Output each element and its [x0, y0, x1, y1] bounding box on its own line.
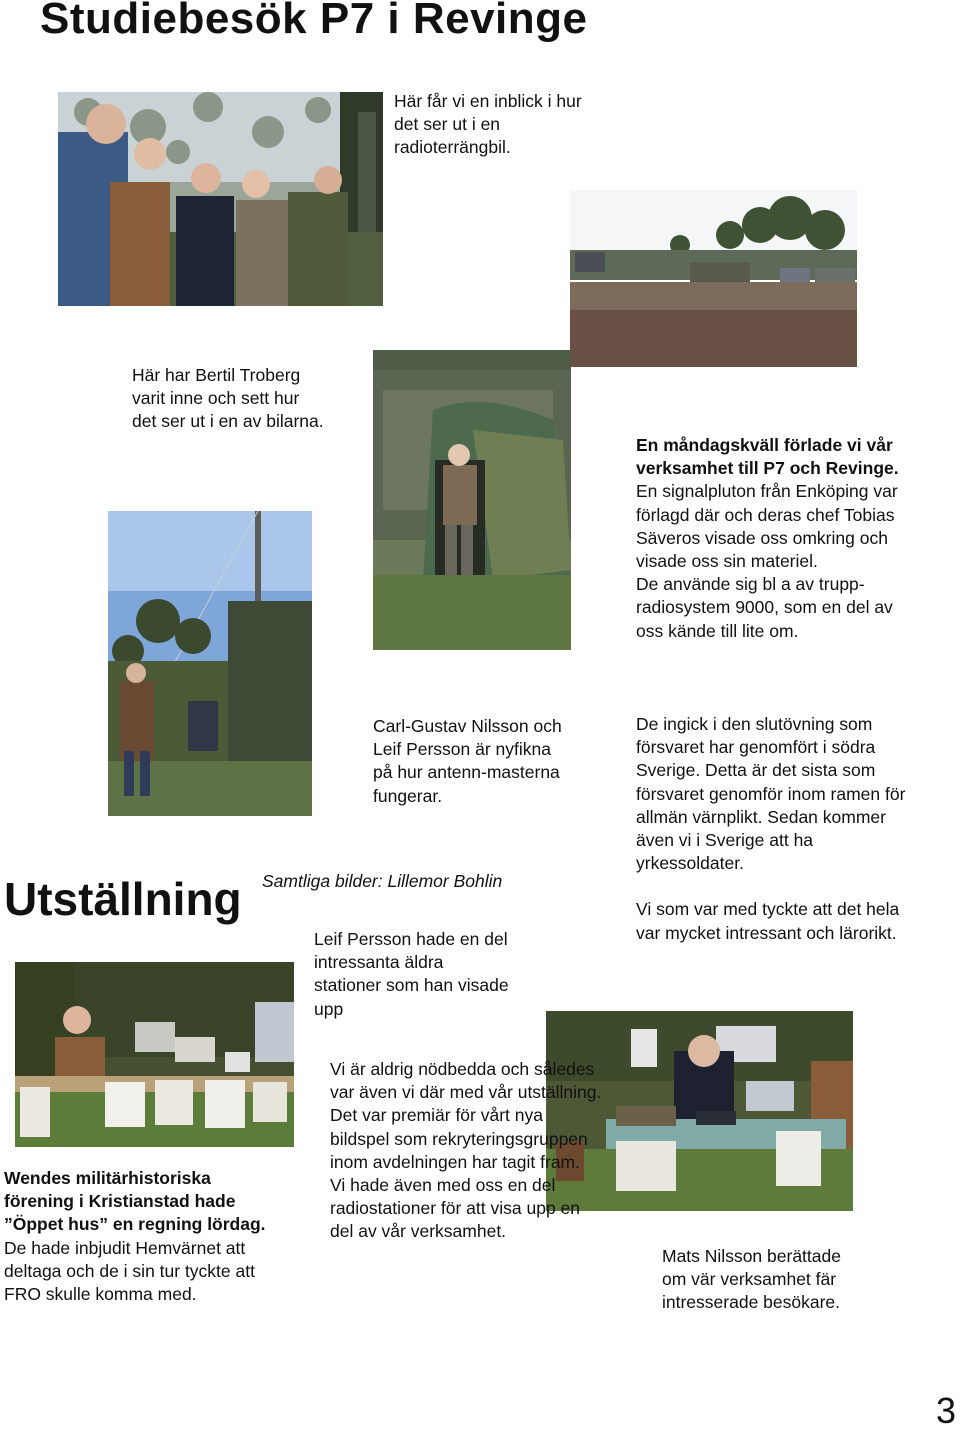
exhibition-normal-text: De hade inbjudit Hemvärnet att deltaga och de i sin tur tyckte att FRO skulle komma med. — [4, 1237, 255, 1305]
article-block — [636, 434, 916, 643]
article-paragraph-3: De ingick i den slutövning som försvaret har genomfört i södra Sverige. Detta är det sista som försvaret genomför inom ramen för allmän värnplikt. Sedan kommer även vi i Sverige att ha yrkessoldater. — [636, 714, 906, 874]
photo-credit: Samtliga bilder: Lillemor Bohlin — [262, 871, 503, 891]
exhibition-middle-paragraph-1: Vi är aldrig nödbedda och således var även vi där med vår utställning. — [330, 1059, 602, 1103]
article-lead: En måndagskväll förlade vi vår verksamhet till P7 och Revinge. — [636, 435, 899, 479]
caption-antenna: Carl-Gustav Nilsson och Leif Persson är nyfikna på hur antenn-masterna fungerar. — [373, 716, 562, 806]
caption-mats: Mats Nilsson berättade om vär verksamhet fär intresserade besökare. — [662, 1246, 841, 1313]
page-title: Studiebesök P7 i Revinge — [40, 0, 588, 43]
man-exiting-truck-tent-photo — [373, 350, 571, 650]
exhibition-table-left-photo — [15, 962, 294, 1147]
antenna-mast-photo — [108, 511, 312, 816]
field-with-vehicles-photo — [570, 190, 857, 367]
exhibition-middle-paragraph-2: Det var premiär för vårt nya bildspel som rekryteringsgruppen inom avdelningen har tagit fram. — [330, 1105, 588, 1172]
article-paragraph-1: En signalpluton från Enköping var förlagd där och deras chef Tobias Säveros visade oss omkring och visade oss sin materiel. — [636, 481, 898, 572]
caption-bertil: Här har Bertil Troberg varit inne och sett hur det ser ut i en av bilarna. — [132, 365, 324, 432]
exhibition-middle-text — [330, 1058, 605, 1244]
caption-leif: Leif Persson hade en del intressanta äldra stationer som han visade upp — [314, 929, 509, 1019]
article-paragraph-4: Vi som var med tyckte att det hela var mycket intressant och lärorikt. — [636, 899, 900, 943]
page-number: 3 — [935, 1390, 956, 1431]
section-heading: Utställning — [4, 873, 242, 925]
exhibition-left-text — [4, 1167, 269, 1306]
article-paragraph-2: De använde sig bl a av trupp-radiosystem 9000, som en del av oss kände till lite om. — [636, 574, 893, 641]
group-under-camouflage-photo — [58, 92, 383, 306]
article-block-2 — [636, 713, 906, 945]
exhibition-bold-text: Wendes militärhistoriska förening i Kristianstad hade ”Öppet hus” en regning lördag. — [4, 1168, 266, 1235]
caption-radio-truck: Här får vi en inblick i hur det ser ut i en radioterrängbil. — [394, 91, 582, 158]
exhibition-middle-paragraph-3: Vi hade även med oss en del radiostationer för att visa upp en del av vår verksamhet. — [330, 1175, 581, 1242]
